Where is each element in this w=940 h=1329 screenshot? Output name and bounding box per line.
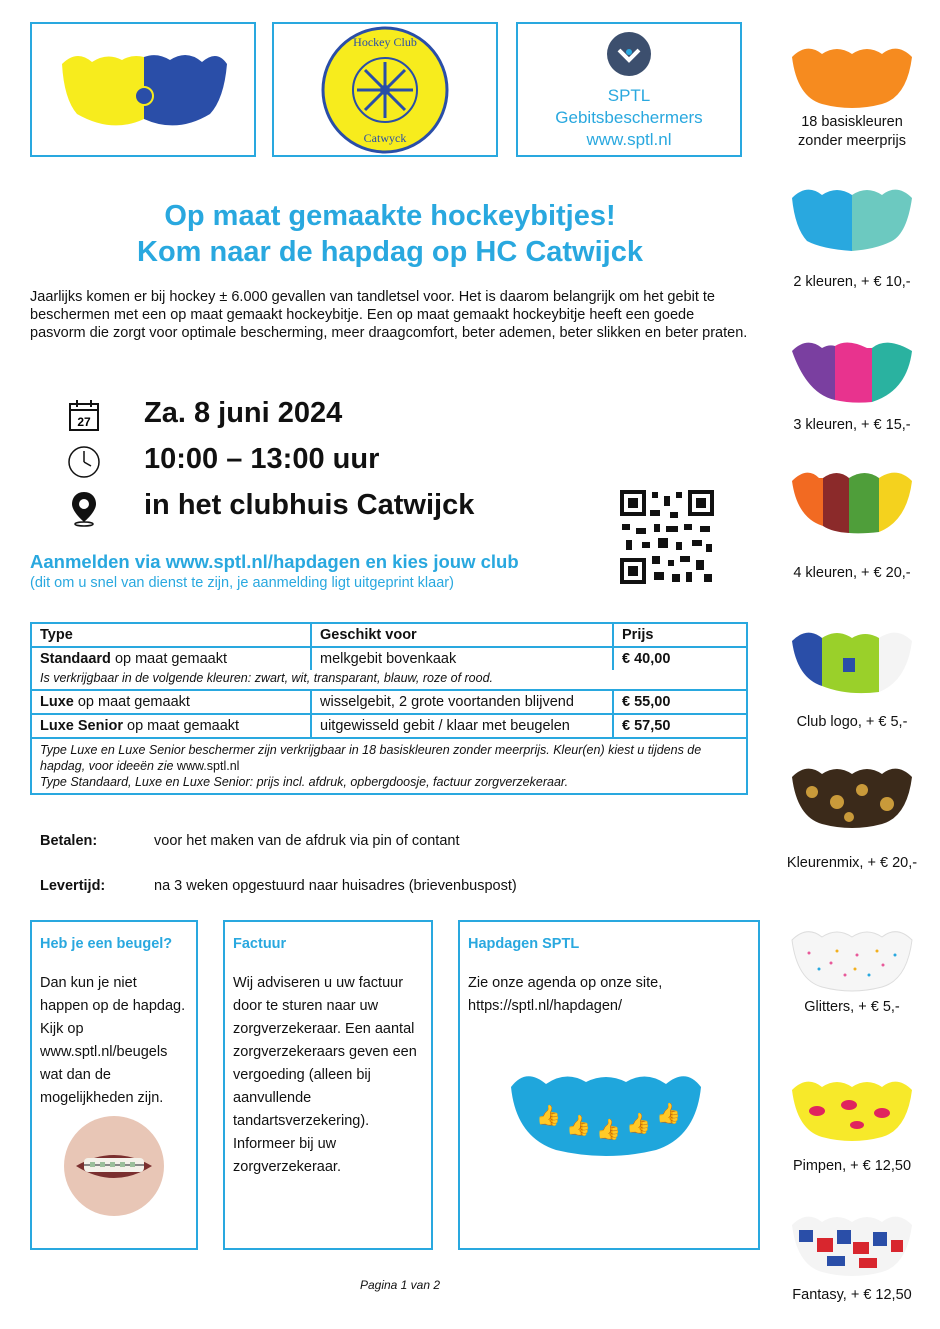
qr-code[interactable]	[620, 490, 714, 584]
intro-paragraph: Jaarlijks komen er bij hockey ± 6.000 gevallen van tandletsel voor. Het is daarom belangrijk om het gebit te beschermen met een op maat gemaakt hockeybitje. Een op maat gemaakt hockeybitje heeft een goede pasvorm die zorgt voor optimale bescherming, meer draagcomfort, beter ademen, beter slikken en beter praten.	[30, 289, 748, 341]
option-caption: Fantasy, + € 12,50	[792, 1287, 912, 1303]
four-color-mouthguard-image	[787, 466, 917, 536]
type-cell: Standaard op maat gemaakt	[31, 647, 311, 670]
calendar-icon	[64, 396, 104, 436]
beugel-box	[30, 920, 198, 1250]
event-date: Za. 8 juni 2024	[144, 397, 343, 429]
signup-note: (dit om u snel van dienst te zijn, je aanmelding ligt uitgeprint klaar)	[30, 575, 454, 591]
price-cell: € 55,00	[613, 690, 747, 714]
club-logo-box	[272, 22, 498, 157]
hapdagen-url[interactable]: https://sptl.nl/hapdagen/	[468, 998, 622, 1014]
clock-icon	[64, 442, 104, 482]
calendar-day: 27	[77, 415, 91, 429]
option-caption: Glitters, + € 5,-	[804, 999, 900, 1015]
price-table	[30, 622, 748, 795]
event-location: in het clubhuis Catwijck	[144, 489, 475, 521]
glitter-mouthguard-image	[787, 925, 917, 995]
sptl-brand-box	[516, 22, 742, 157]
club-logo-mouthguard-image	[787, 626, 917, 696]
beugel-title: Heb je een beugel?	[40, 936, 173, 952]
svg-text:👍: 👍	[536, 1105, 561, 1127]
option-caption: 4 kleuren, + € 20,-	[793, 565, 911, 581]
three-color-mouthguard-image	[787, 336, 917, 406]
suitable-cell: wisselgebit, 2 grote voortanden blijvend	[311, 690, 613, 714]
sptl-logo-icon	[607, 32, 651, 76]
option-caption: Club logo, + € 5,-	[796, 714, 908, 730]
svg-text:👍: 👍	[656, 1103, 681, 1125]
suitable-cell: melkgebit bovenkaak	[311, 647, 613, 670]
club-logo-top-text: Hockey Club	[353, 35, 417, 49]
option-caption: 3 kleuren, + € 15,-	[793, 417, 911, 433]
header-suitable: Geschikt voor	[311, 623, 613, 647]
delivery-value: na 3 weken opgestuurd naar huisadres (brievenbuspost)	[154, 878, 517, 894]
footnote-link[interactable]: www.sptl.nl	[173, 759, 240, 773]
header-price: Prijs	[613, 623, 747, 647]
location-pin-icon	[64, 488, 104, 528]
payment-value: voor het maken van de afdruk via pin of contant	[154, 833, 460, 849]
table-footnote: Type Luxe en Luxe Senior beschermer zijn verkrijgbaar in 18 basiskleuren zonder meerprijs. Kleur(en) kiest u tijdens de hapdag, voor ideeën zie www.sptl.nl Type Standaard, Luxe en Luxe Senior: prijs incl. afdruk, opbergdoosje, factuur zorgverzekeraar.	[31, 738, 747, 794]
page-number: Pagina 1 van 2	[359, 1278, 441, 1292]
page-title	[30, 198, 750, 270]
beugel-body: Dan kun je niet happen op de hapdag. Kijk op www.sptl.nl/beugels wat dan de mogelijkheden zijn.	[40, 975, 186, 1106]
mix-mouthguard-image	[787, 762, 917, 832]
table-row	[31, 690, 747, 714]
hapdagen-title: Hapdagen SPTL	[468, 936, 580, 952]
factuur-box	[223, 920, 433, 1250]
title-line-1: Op maat gemaakte hockeybitjes!	[164, 200, 616, 232]
header-type: Type	[31, 623, 311, 647]
braces-photo	[62, 1114, 166, 1218]
hockey-club-catwyck-logo	[274, 24, 496, 155]
mouthguard-photo-box	[30, 22, 256, 157]
hapdagen-box	[458, 920, 760, 1250]
table-row	[31, 647, 747, 670]
signup-cta[interactable]: Aanmelden via www.sptl.nl/hapdagen en kies jouw club	[30, 551, 519, 572]
suitable-cell: uitgewisseld gebit / klaar met beugelen	[311, 714, 613, 738]
table-footnote-row	[31, 738, 747, 794]
hapdagen-body: Zie onze agenda op onze site,	[468, 975, 663, 991]
price-cell: € 57,50	[613, 714, 747, 738]
title-line-2: Kom naar de hapdag op HC Catwijck	[137, 236, 643, 268]
svg-text:👍: 👍	[596, 1119, 621, 1141]
colors-note: Is verkrijgbaar in de volgende kleuren: zwart, wit, transparant, blauw, roze of rood.	[31, 670, 747, 690]
table-row	[31, 714, 747, 738]
brand-subtitle: Gebitsbeschermers	[555, 108, 703, 127]
pimp-mouthguard-image	[787, 1075, 917, 1145]
orange-mouthguard-image	[787, 42, 917, 112]
delivery-label: Levertijd:	[40, 878, 106, 894]
svg-text:👍: 👍	[626, 1113, 651, 1135]
type-cell: Luxe Senior op maat gemaakt	[31, 714, 311, 738]
club-logo-bottom-text: Catwyck	[363, 131, 407, 145]
table-row-note	[31, 670, 747, 690]
type-cell: Luxe op maat gemaakt	[31, 690, 311, 714]
brand-url[interactable]: www.sptl.nl	[586, 130, 672, 149]
brand-name: SPTL	[607, 86, 651, 105]
svg-text:👍: 👍	[566, 1115, 591, 1137]
option-caption: 18 basiskleuren zonder meerprijs	[798, 114, 906, 149]
table-header-row	[31, 623, 747, 647]
payment-label: Betalen:	[40, 833, 98, 849]
thumbs-mouthguard-image	[506, 1062, 706, 1162]
event-time: 10:00 – 13:00 uur	[144, 443, 380, 475]
option-caption: 2 kleuren, + € 10,-	[793, 274, 911, 290]
factuur-body: Wij adviseren u uw factuur door te sturen naar uw zorgverzekeraar. Een aantal zorgverzekeraars geven een vergoeding (alleen bij aanvullende tandartsverzekering). Informeer bij uw zorgverzekeraar.	[233, 975, 417, 1175]
fantasy-mouthguard-image	[787, 1210, 917, 1280]
option-caption: Pimpen, + € 12,50	[792, 1158, 912, 1174]
factuur-title: Factuur	[233, 936, 287, 952]
option-caption: Kleurenmix, + € 20,-	[786, 855, 918, 871]
price-cell: € 40,00	[613, 647, 747, 670]
yellow-blue-mouthguard-image	[32, 24, 254, 155]
two-color-mouthguard-image	[787, 183, 917, 253]
